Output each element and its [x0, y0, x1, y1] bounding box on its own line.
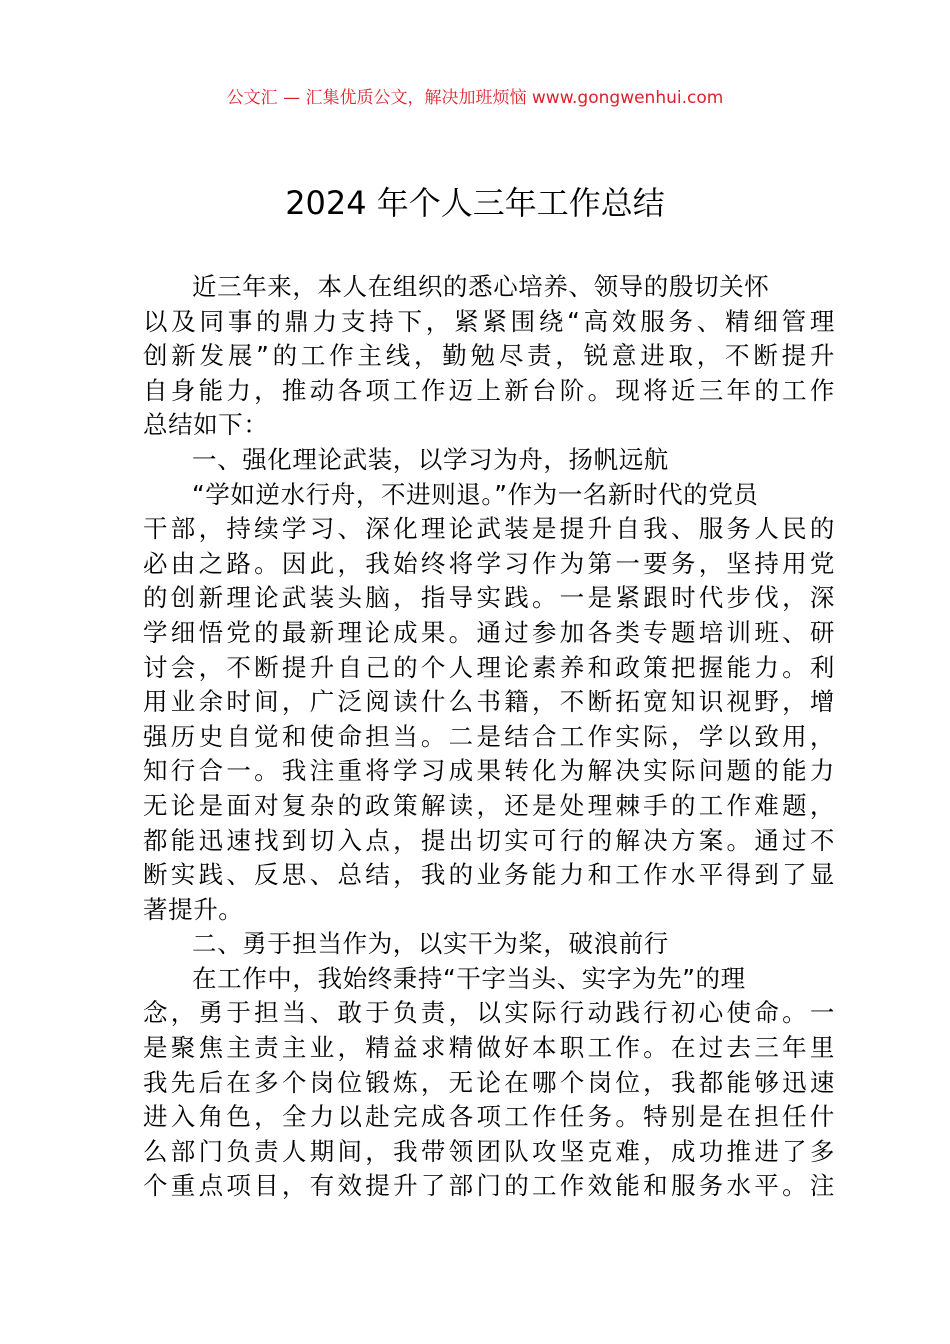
paragraph-line: 个重点项目，有效提升了部门的工作效能和服务水平。注: [143, 1171, 835, 1201]
paragraph-line: 的创新理论武装头脑，指导实践。一是紧跟时代步伐，深: [143, 583, 835, 613]
section-heading-2: 二、勇于担当作为，以实干为桨，破浪前行: [192, 929, 669, 959]
paragraph-line: 知行合一。我注重将学习成果转化为解决实际问题的能力: [143, 756, 835, 786]
site-banner: 公文汇 — 汇集优质公文，解决加班烦恼 www.gongwenhui.com: [226, 88, 724, 108]
document-title: 2024 年个人三年工作总结: [285, 184, 665, 222]
paragraph-line: 讨会，不断提升自己的个人理论素养和政策把握能力。利: [143, 652, 835, 682]
paragraph-line: 进入角色，全力以赴完成各项工作任务。特别是在担任什: [143, 1102, 835, 1132]
paragraph-line: 是聚焦主责主业，精益求精做好本职工作。在过去三年里: [143, 1033, 835, 1063]
paragraph-line: 著提升。: [143, 894, 244, 924]
paragraph-line: 强历史自觉和使命担当。二是结合工作实际，学以致用，: [143, 721, 835, 751]
paragraph-line: 我先后在多个岗位锻炼，无论在哪个岗位，我都能够迅速: [143, 1067, 835, 1097]
paragraph-line: 近三年来，本人在组织的悉心培养、领导的殷切关怀: [192, 272, 770, 301]
paragraph-line: 在工作中，我始终秉持“干字当头、实字为先”的理: [192, 963, 746, 993]
paragraph-line: 用业余时间，广泛阅读什么书籍，不断拓宽知识视野，增: [143, 687, 835, 717]
paragraph-line: 学细悟党的最新理论成果。通过参加各类专题培训班、研: [143, 617, 835, 647]
paragraph-line: “学如逆水行舟，不进则退。”作为一名新时代的党员: [192, 479, 759, 509]
paragraph-line: 念，勇于担当、敢于负责，以实际行动践行初心使命。一: [143, 998, 835, 1028]
paragraph-line: 总结如下：: [143, 410, 269, 440]
paragraph-line: 以及同事的鼎力支持下，紧紧围绕“高效服务、精细管理: [143, 306, 835, 336]
paragraph-line: 断实践、反思、总结，我的业务能力和工作水平得到了显: [143, 860, 835, 890]
paragraph-line: 干部，持续学习、深化理论武装是提升自我、服务人民的: [143, 514, 835, 544]
section-heading-1: 一、强化理论武装，以学习为舟，扬帆远航: [192, 444, 669, 474]
paragraph-line: 都能迅速找到切入点，提出切实可行的解决方案。通过不: [143, 825, 835, 855]
paragraph-line: 自身能力，推动各项工作迈上新台阶。现将近三年的工作: [143, 375, 835, 405]
paragraph-line: 创新发展”的工作主线，勤勉尽责，锐意进取，不断提升: [143, 341, 835, 371]
paragraph-line: 么部门负责人期间，我带领团队攻坚克难，成功推进了多: [143, 1136, 835, 1166]
paragraph-line: 必由之路。因此，我始终将学习作为第一要务，坚持用党: [143, 548, 835, 578]
paragraph-line: 无论是面对复杂的政策解读，还是处理棘手的工作难题，: [143, 790, 835, 820]
document-body: [143, 270, 835, 1204]
